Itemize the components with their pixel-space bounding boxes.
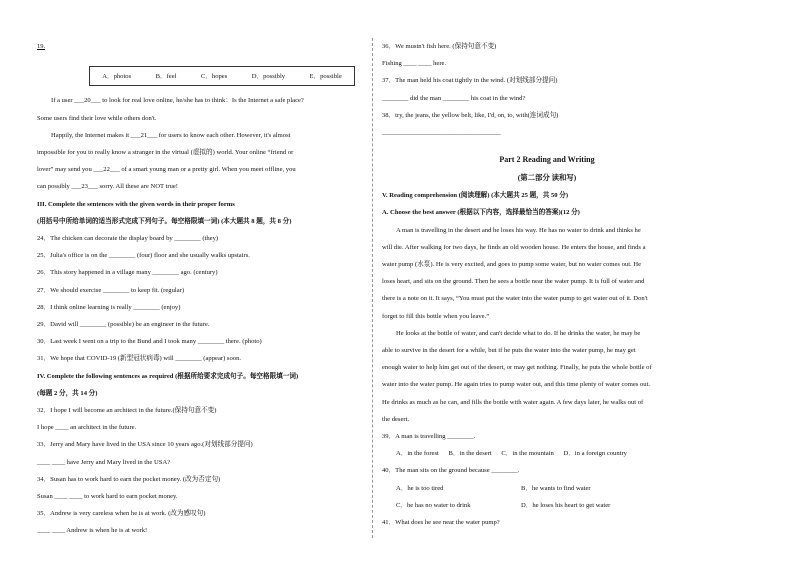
left-column: [37, 38, 369, 540]
para2-line3: lover” may send you ___22___ of a smart young man or a pretty girl. When you meet offline, you: [37, 166, 296, 174]
passage1-line4: loses heart, and sits on the ground. Then he sees a bottle near the water pump. It is full of water and: [382, 278, 645, 286]
column-divider: [372, 38, 373, 538]
question-33: 33．Jerry and Mary have lived in the USA since 10 years ago.(对划线部分提问): [37, 441, 253, 449]
option-c: C．hopes: [200, 72, 228, 80]
passage2-line4: water into the water pump. He again tries to pump water out, and this time plenty of water comes out.: [382, 381, 651, 389]
q40-option-d[interactable]: D．he loses his heart to get water: [521, 501, 611, 509]
part2-subtitle: (第二部分 读和写): [517, 173, 577, 183]
question-31: 31．We hope that COVID-19 (新型冠状病毒) will ________ (appear) soon.: [37, 355, 242, 363]
word-options-row: [37, 62, 369, 92]
passage1-line2: will die. After walking for two days, he finds an old wooden house. He enters the house, and finds a: [382, 243, 646, 251]
passage1-line6: forget to fill this bottle when you leave.”: [382, 312, 490, 320]
answer-36: Fishing ____ ____ here.: [382, 60, 447, 68]
question-39-options: [382, 445, 712, 462]
q40-option-a[interactable]: A．he is too tired: [396, 484, 444, 492]
question-40-options-row2: [382, 497, 712, 514]
para1-line1: If a user ___20___ to look for real love online, he/she has to think：Is the Internet a safe place?: [51, 97, 304, 105]
q39-option-c[interactable]: C．in the mountain: [501, 450, 554, 458]
q40-option-b[interactable]: B．he wants to find water: [521, 484, 591, 492]
question-35: 35．Andrew is very careless when he is at work. (改为感叹句): [37, 510, 206, 518]
section3-subtitle: (用括号中所给单词的适当形式完成下列句子。每空格限填一词) (本大题共 8 题，共 8 分): [37, 217, 292, 225]
answer-33: ____ ____ have Jerry and Mary lived in the USA?: [37, 458, 171, 466]
sectionA-title: A. Choose the best answer (根据以下内容，选择最恰当的答案)(12 分): [382, 209, 580, 217]
answer-37: ________ did the man ________ his coat in the wind?: [382, 94, 526, 102]
q39-option-a[interactable]: A．in the forest: [396, 450, 439, 458]
question-29: 29．David will ________ (possible) be an engineer in the future.: [37, 321, 210, 329]
question-27: 27．We should exercise ________ to keep fit. (regular): [37, 286, 185, 294]
q40-option-c[interactable]: C．he has no water to drink: [396, 501, 471, 509]
passage2-line5: He drinks as much as he can, and fills the bottle with water again. A few days later, he walks out of: [382, 398, 644, 406]
question-41: 41．What does he see near the water pump?: [382, 519, 500, 527]
q39-option-b[interactable]: B．in the desert: [448, 450, 492, 458]
passage1-line1: A man is travelling in the desert and he loses his way. He has no water to drink and thinks he: [396, 226, 641, 234]
passage2-line6: the desert.: [382, 415, 410, 423]
para2-line2: impossible for you to really know a stranger in the virtual (虚拟的) world. Your online “friend or: [37, 149, 294, 157]
passage1-line5: there is a note on it. It says, “You must put the water into the water pump to get water out of it. Don't: [382, 295, 648, 303]
option-a: A．photos: [102, 72, 132, 80]
passage2-line2: able to survive in the desert for a while, but if he puts the water into the water pump, he may get: [382, 347, 636, 355]
section5-title: V. Reading comprehension (阅读理解) (本大题共 25 题，共 50 分): [382, 192, 569, 200]
question-37: 37．The man held his coat tightly in the wind. (对划线部分提问): [382, 77, 558, 85]
option-d: D．possibly: [251, 72, 286, 80]
question-38: 38．try, the jeans, the yellow belt, like, I'd, on, to, with(连词成句): [382, 111, 559, 119]
passage1-line3: water pump (水泵). He is very excited, and goes to pump some water, but no water comes out. He: [382, 261, 642, 269]
answer-32: I hope ____ an architect in the future.: [37, 424, 137, 432]
para1-line2: Some users find their love while others don't.: [37, 114, 157, 122]
question-26: 26．This story happened in a village many ________ ago. (century): [37, 269, 218, 277]
q39-option-d[interactable]: D．in a foreign country: [563, 450, 627, 458]
answer-38: ____________________________________: [382, 129, 501, 137]
option-e: E．possible: [309, 72, 342, 80]
question-32: 32．I hope I will become an architect in the future.(保持句意不变): [37, 407, 217, 415]
question-34: 34．Susan has to work hard to earn the pocket money. (改为否定句): [37, 475, 221, 483]
question-39: 39．A man is travelling ________.: [382, 433, 476, 441]
option-b: B．feel: [155, 72, 177, 80]
question-40-options-row1: [382, 480, 712, 497]
question-30: 30．Last week I went on a trip to the Bund and I took many ________ there. (photo): [37, 338, 262, 346]
part2-title: Part 2 Reading and Writing: [499, 155, 595, 165]
section3-title: III. Complete the sentences with the given words in their proper forms: [37, 200, 235, 208]
right-column: [382, 38, 712, 531]
question-25: 25．Julia's office is on the ________ (four) floor and she usually walks upstairs.: [37, 252, 250, 260]
para2-line4: can possibly ___23___ sorry. All these are NOT true!: [37, 183, 179, 191]
question-36: 36．We mustn't fish here. (保持句意不变): [382, 43, 497, 50]
section4-score: (每题 2 分，共 14 分): [37, 389, 98, 397]
question-28: 28．I think online learning is really ________ (enjoy): [37, 303, 181, 311]
question-24: 24．The chicken can decorate the display board by ________ (they): [37, 235, 219, 243]
section4-title: IV. Complete the following sentences as required (根据所给要求完成句子。每空格限填一词): [37, 372, 299, 380]
blank-19: 19.: [37, 43, 46, 50]
answer-34: Susan ____ ____ to work hard to earn pocket money.: [37, 493, 178, 501]
answer-35: ____ ____ Andrew is when he is at work!: [37, 527, 148, 535]
passage2-line3: enough water to help him get out of the desert, or may get nothing. Finally, he puts the whole bottle of: [382, 364, 652, 372]
question-40: 40．The man sits on the ground because ________.: [382, 467, 520, 475]
para2-line1: Happily, the Internet makes it ___21___ for users to know each other. However, it's almost: [51, 131, 291, 139]
word-options-box: [89, 66, 355, 86]
passage2-line1: He looks at the bottle of water, and can't decide what to do. If he drinks the water, he may be: [396, 329, 641, 337]
